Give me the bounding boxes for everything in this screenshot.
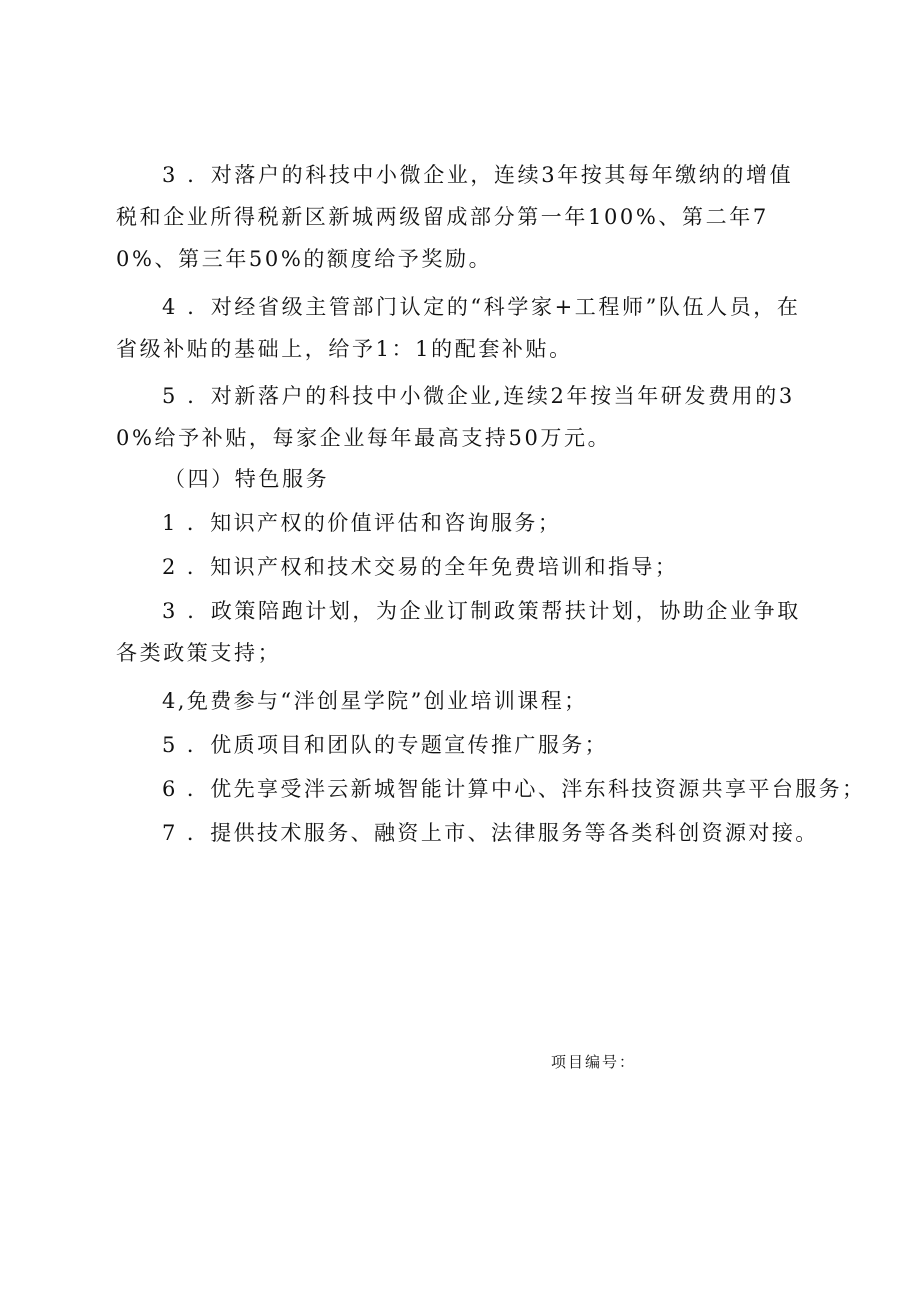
service-item-4: 4,免费参与“泮创星学院”创业培训课程； <box>162 689 588 713</box>
project-number-label: 项目编号： <box>551 1053 637 1071</box>
service-item-1: 1 ．知识产权的价值评估和咨询服务； <box>162 511 562 535</box>
service-item-2: 2 ．知识产权和技术交易的全年免费培训和指导； <box>162 555 679 579</box>
reward-item-3: 3 ．对落户的科技中小微企业，连续3年按其每年缴纳的增值税和企业所得税新区新城两级留成部分第一年100%、第二年70%、第三年50%的额度给予奖励。 <box>116 163 794 271</box>
reward-item-4: 4 ．对经省级主管部门认定的“科学家+工程师”队伍人员，在省级补贴的基础上，给予1：1的配套补贴。 <box>116 295 801 361</box>
service-item-6: 6 ．优先享受泮云新城智能计算中心、泮东科技资源共享平台服务； <box>162 777 866 801</box>
service-item-7: 7 ．提供技术服务、融资上市、法律服务等各类科创资源对接。 <box>162 821 819 845</box>
service-item-3: 3 ．政策陪跑计划，为企业订制政策帮扶计划，协助企业争取各类政策支持； <box>116 599 801 665</box>
service-item-5: 5 ．优质项目和团队的专题宣传推广服务； <box>162 733 609 757</box>
section-heading: （四）特色服务 <box>164 467 330 491</box>
reward-item-5: 5 ．对新落户的科技中小微企业,连续2年按当年研发费用的30%给予补贴，每家企业每年最高支持50万元。 <box>116 384 795 450</box>
